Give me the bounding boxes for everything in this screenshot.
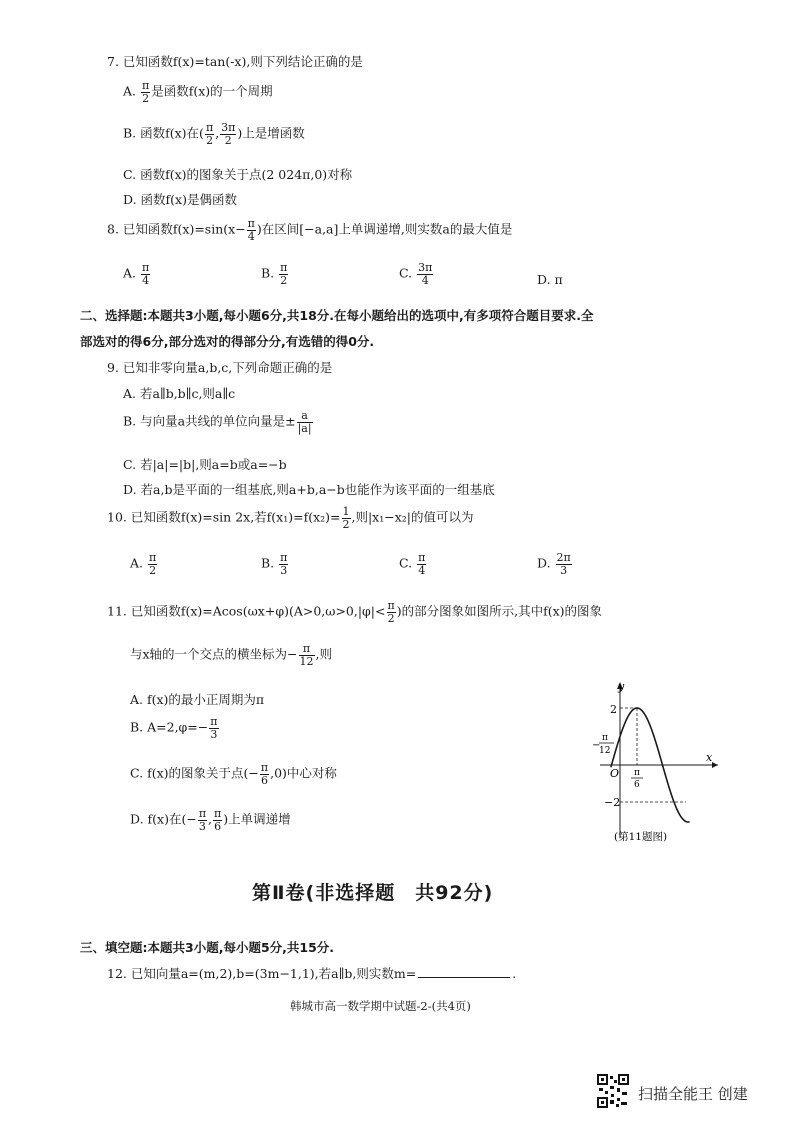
q10-option-b: B. $\frac{\pi}{3}$ — [261, 551, 288, 577]
q11-option-d: D. f(x)在(− $\frac{\pi}{3}$ , $\frac{\pi}{6}$ )上单调递增 — [130, 807, 291, 833]
q9-option-b: B. 与向量a共线的单位向量是± $\frac{a}{|a|}$ — [123, 409, 312, 435]
q7-stem: 7. 已知函数f(x)=tan(-x),则下列结论正确的是 — [107, 54, 363, 69]
section2-header-line1: 二、选择题:本题共3小题,每小题6分,共18分.在每小题给出的选项中,有多项符合题目要求.全 — [80, 308, 594, 323]
q9-stem: 9. 已知非零向量a,b,c,下列命题正确的是 — [107, 360, 333, 375]
q8-option-a: A. $\frac{\pi}{4}$ — [123, 261, 150, 287]
q8-stem: 8. 已知函数f(x)=sin(x− $\frac{\pi}{4}$ )在区间[−a,a]上单调递增,则实数a的最大值是 — [107, 217, 513, 243]
tick-pi6-den: 6 — [634, 780, 640, 790]
tick-neg-sign: − — [592, 740, 601, 751]
q9-option-d: D. 若a,b是平面的一组基底,则a+b,a−b也能作为该平面的一组基底 — [123, 482, 495, 497]
q11-option-b: B. A=2,φ=− $\frac{\pi}{3}$ — [130, 715, 218, 741]
scanner-watermark: 扫描全能王 创建 — [638, 1085, 748, 1103]
section3-header: 三、填空题:本题共3小题,每小题5分,共15分. — [80, 940, 335, 955]
y-axis-label: y — [618, 680, 625, 693]
q9-option-a: A. 若a∥b,b∥c,则a∥c — [123, 386, 236, 401]
q11-stem-line2: 与x轴的一个交点的横坐标为− $\frac{\pi}{12}$ ,则 — [130, 642, 333, 668]
part2-title: 第Ⅱ卷(非选择题 共92分) — [252, 882, 494, 904]
q10-option-a: A. $\frac{\pi}{2}$ — [130, 551, 157, 577]
tick-neg-pi12-num: π — [602, 733, 608, 743]
q7-option-a: A. $\frac{\pi}{2}$ 是函数f(x)的一个周期 — [123, 79, 273, 105]
tick-pi6-num: π — [634, 768, 640, 778]
q9-option-c: C. 若|a|=|b|,则a=b或a=−b — [123, 457, 287, 472]
tick-neg-pi12-den: 12 — [599, 746, 611, 756]
q8-option-d: D. π — [537, 272, 563, 287]
q12-answer-blank[interactable] — [418, 965, 510, 978]
q11-stem: 11. 已知函数f(x)=Acos(ωx+φ)(A>0,ω>0,|φ|< $\frac{\pi}{2}$ )的部分图象如图所示,其中f(x)的图象 — [107, 599, 603, 625]
figure-caption: (第11题图) — [614, 831, 668, 843]
q12-stem: 12. 已知向量a=(m,2),b=(3m−1,1),若a∥b,则实数m= . — [107, 966, 517, 981]
q7-option-d: D. 函数f(x)是偶函数 — [123, 192, 237, 207]
x-axis-label: x — [706, 751, 713, 764]
q10-option-c: C. $\frac{\pi}{4}$ — [399, 551, 426, 577]
q11-figure — [590, 678, 730, 848]
q7-option-c: C. 函数f(x)的图象关于点(2 024π,0)对称 — [123, 167, 353, 182]
q11-option-a: A. f(x)的最小正周期为π — [130, 692, 265, 707]
q8-option-b: B. $\frac{\pi}{2}$ — [261, 261, 288, 287]
page-footer: 韩城市高一数学期中试题-2-(共4页) — [290, 999, 471, 1013]
origin-label: O — [610, 767, 620, 780]
qr-code-icon — [597, 1074, 629, 1108]
tick-neg2: −2 — [604, 796, 621, 809]
tick-2: 2 — [610, 703, 617, 716]
q10-option-d: D. $\frac{2\pi}{3}$ — [537, 551, 571, 577]
q7-option-b: B. 函数f(x)在( $\frac{\pi}{2}$ , $\frac{3\pi}{2}$ )上是增函数 — [123, 121, 305, 147]
q8-option-c: C. $\frac{3\pi}{4}$ — [399, 261, 433, 287]
q10-stem: 10. 已知函数f(x)=sin 2x,若f(x₁)=f(x₂)= $\frac{1}{2}$ ,则|x₁−x₂|的值可以为 — [107, 505, 474, 531]
section2-header-line2: 部选对的得6分,部分选对的得部分分,有选错的得0分. — [80, 334, 375, 349]
x-axis-arrow-icon — [712, 762, 718, 768]
q11-option-c: C. f(x)的图象关于点(− $\frac{\pi}{6}$ ,0)中心对称 — [130, 761, 337, 787]
